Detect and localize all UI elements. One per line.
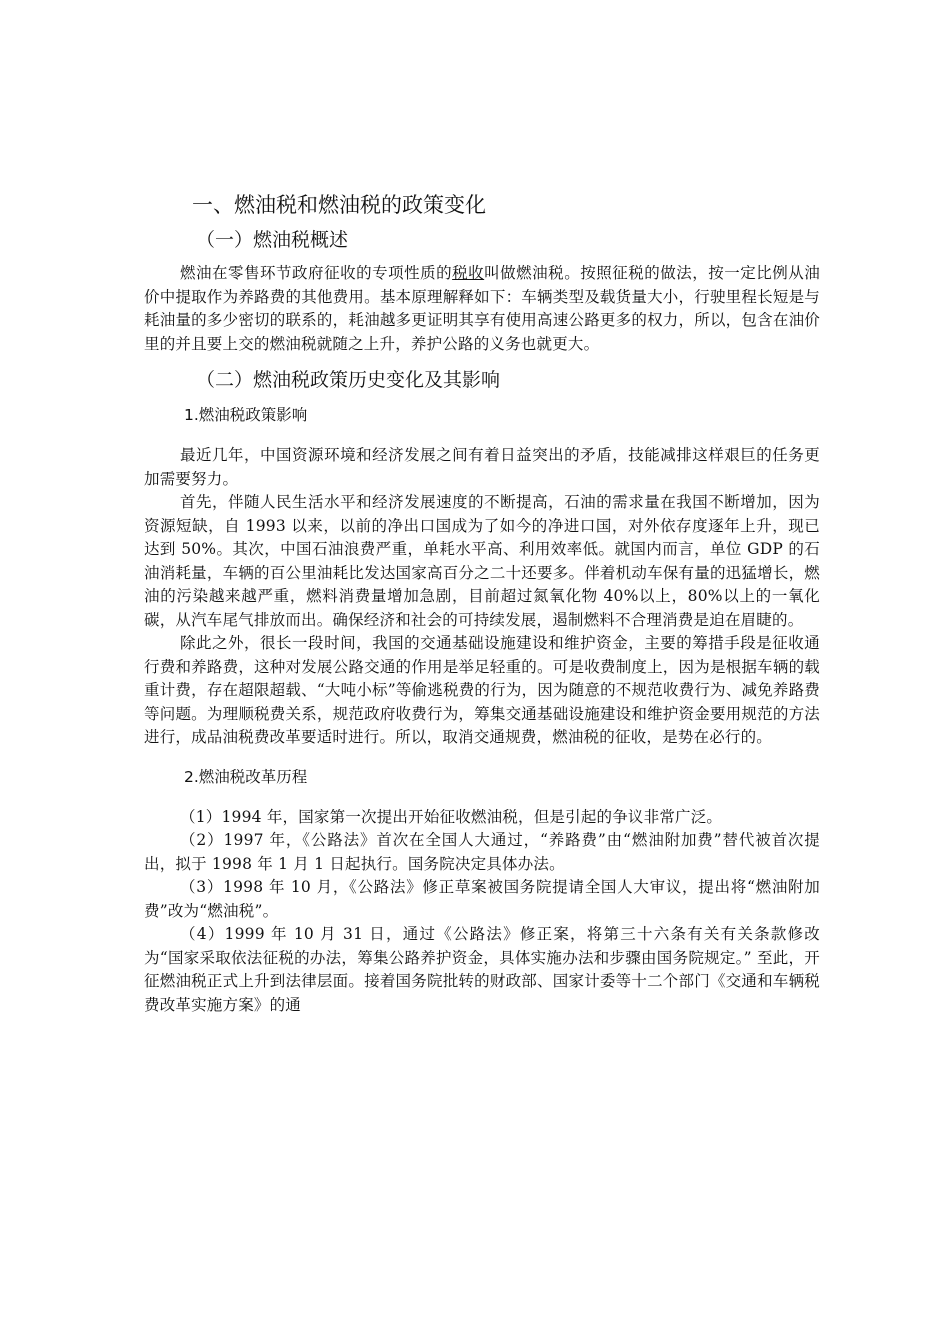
tax-link[interactable]: 税收: [452, 264, 485, 282]
paragraph-text: 叫做燃油税。按照征税的做法，按一定比例从油价中提取作为养路费的其他费用。基本原理解释如下：车辆类型及载货量大小，行驶里程长短是与耗油量的多少密切的联系的，耗油越多更证明其享有使用高速公路更多的权力，所以，包含在油价里的并且要上交的燃油税就随之上升，养护公路的义务也就更大。: [144, 264, 821, 353]
section-1-paragraph: [144, 262, 820, 356]
main-heading: 一、燃油税和燃油税的政策变化: [192, 193, 486, 217]
paragraph: 除此之外，很长一段时间，我国的交通基础设施建设和维护资金，主要的筹措手段是征收通行费和养路费，这种对发展公路交通的作用是举足轻重的。可是收费制度上，因为是根据车辆的载重计费，存在超限超载、“大吨小标”等偷逃税费的行为，因为随意的不规范收费行为、减免养路费等问题。为理顺税费关系，规范政府收费行为，筹集交通基础设施建设和维护资金要用规范的方法进行，成品油税费改革要适时进行。所以，取消交通规费，燃油税的征收，是势在必行的。: [144, 634, 820, 746]
paragraph: 首先，伴随人民生活水平和经济发展速度的不断提高，石油的需求量在我国不断增加，因为资源短缺，自 1993 以来，以前的净出口国成为了如今的净进口国，对外依存度逐年上升，现已达到 50%。其次，中国石油浪费严重，单耗水平高、利用效率低。就国内而言，单位 GDP 的石油消耗量，车辆的百公里油耗比发达国家高百分之二十还要多。伴着机动车保有量的迅猛增长，燃油的污染越来越严重，燃料消费量增加急剧，目前超过氮氧化物 40%以上，80%以上的一氧化碳，从汽车尾气排放而出。确保经济和社会的可持续发展，遏制燃料不合理消费是迫在眉睫的。: [144, 493, 820, 629]
section-2-heading: （二）燃油税政策历史变化及其影响: [196, 369, 501, 391]
subsection-1-heading: 1.燃油税政策影响: [184, 406, 308, 424]
list-paragraph: （2）1997 年，《公路法》首次在全国人大通过，“养路费”由“燃油附加费”替代被首次提出，拟于 1998 年 1 月 1 日起执行。国务院决定具体办法。: [144, 831, 820, 873]
list-paragraph: （3）1998 年 10 月，《公路法》修正草案被国务院提请全国人大审议，提出将“燃油附加费”改为“燃油税”。: [144, 878, 820, 920]
paragraph-text: 燃油在零售环节政府征收的专项性质的: [180, 264, 453, 282]
document-page: [144, 190, 820, 1017]
list-paragraph: （4）1999 年 10 月 31 日，通过《公路法》修正案，将第三十六条有关有关条款修改为“国家采取依法征税的办法，筹集公路养护资金，具体实施办法和步骤由国务院规定。” 至此，开征燃油税正式上升到法律层面。接着国务院批转的财政部、国家计委等十二个部门《交通和车辆税费改革实施方案》的通: [144, 925, 820, 1014]
section-1-heading: （一）燃油税概述: [196, 229, 349, 251]
subsection-2-heading: 2.燃油税改革历程: [184, 767, 308, 786]
paragraph: 最近几年，中国资源环境和经济发展之间有着日益突出的矛盾，技能减排这样艰巨的任务更加需要努力。: [144, 446, 820, 488]
list-paragraph: （1）1994 年，国家第一次提出开始征收燃油税，但是引起的争议非常广泛。: [180, 807, 723, 826]
